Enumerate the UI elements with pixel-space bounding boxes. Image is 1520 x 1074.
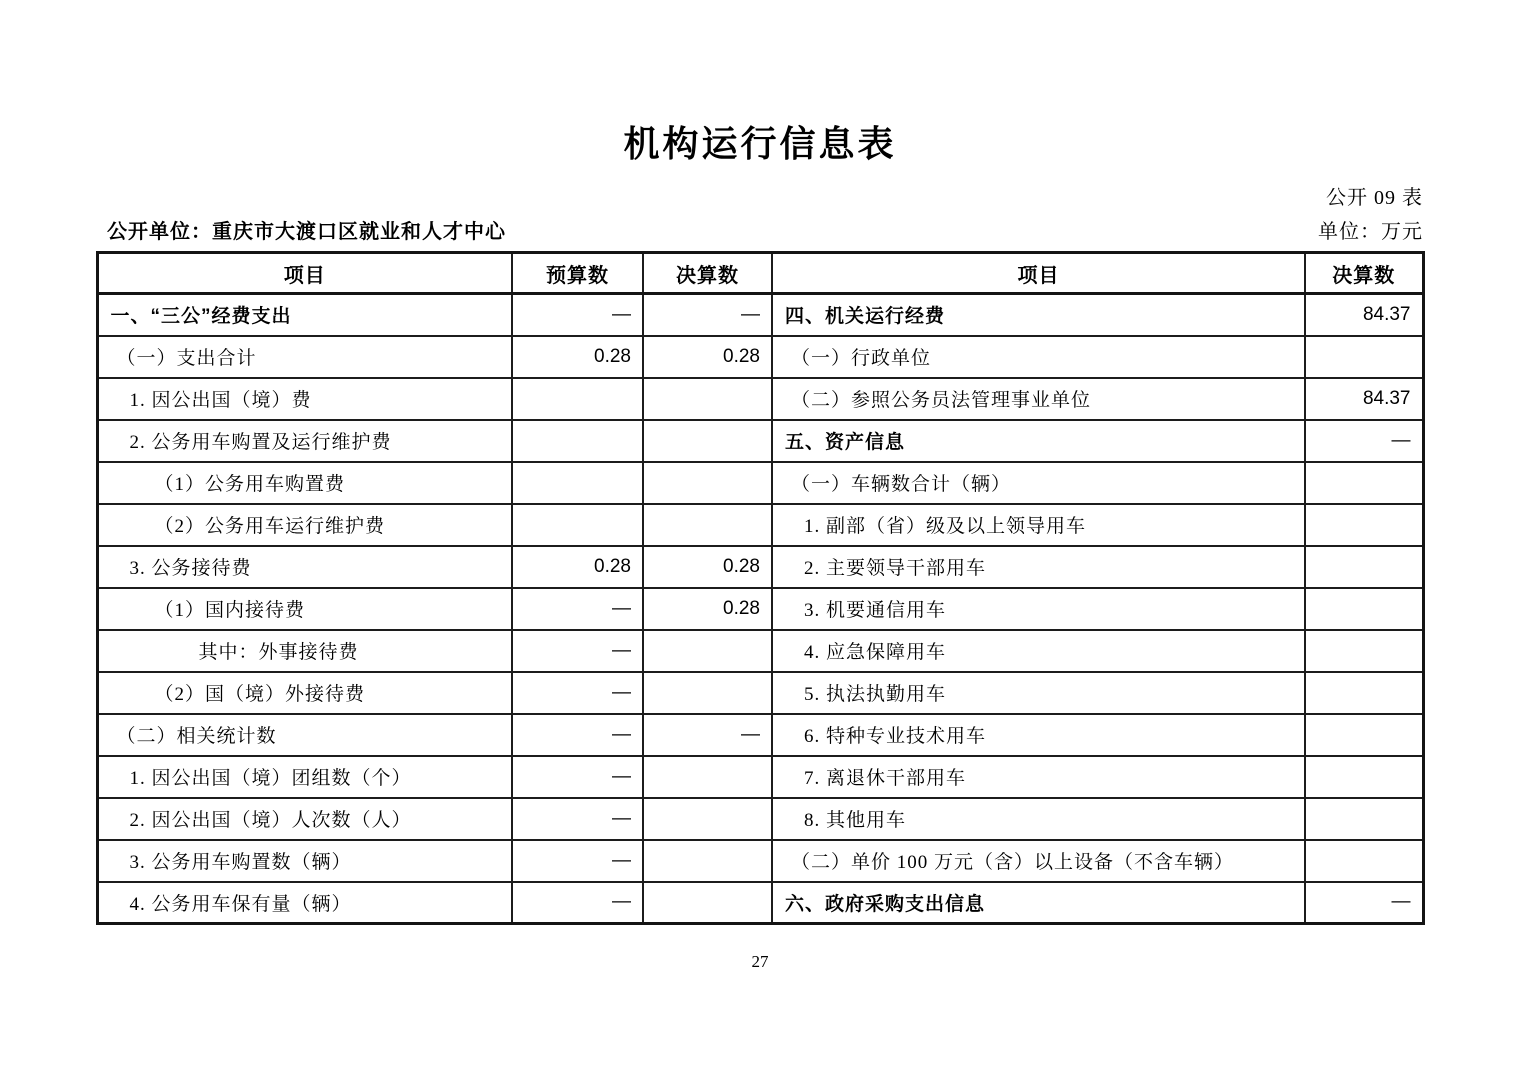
left-item-label: （2）国（境）外接待费 <box>97 672 512 714</box>
page-number: 27 <box>751 952 769 971</box>
left-item-label: 一、“三公”经费支出 <box>97 294 512 336</box>
right-final-value <box>1305 630 1423 672</box>
right-item-label: （二）单价 100 万元（含）以上设备（不含车辆） <box>772 840 1305 882</box>
budget-table <box>96 251 1425 925</box>
left-final-value <box>643 630 772 672</box>
left-item-label: 其中：外事接待费 <box>97 630 512 672</box>
left-final-value: 0.28 <box>643 546 772 588</box>
left-budget-value: — <box>512 714 643 756</box>
table-row <box>97 882 1423 924</box>
right-item-label: 1. 副部（省）级及以上领导用车 <box>772 504 1305 546</box>
left-item-label: 3. 公务接待费 <box>97 546 512 588</box>
left-item-label: 2. 公务用车购置及运行维护费 <box>97 420 512 462</box>
right-final-value <box>1305 756 1423 798</box>
meta-block <box>97 181 1423 244</box>
table-row <box>97 504 1423 546</box>
left-item-label: 4. 公务用车保有量（辆） <box>97 882 512 924</box>
right-item-label: 五、资产信息 <box>772 420 1305 462</box>
table-row <box>97 420 1423 462</box>
right-final-value <box>1305 462 1423 504</box>
left-item-label: （二）相关统计数 <box>97 714 512 756</box>
left-final-value <box>643 882 772 924</box>
header-item-left: 项目 <box>97 253 512 294</box>
left-budget-value: — <box>512 588 643 630</box>
right-item-label: 4. 应急保障用车 <box>772 630 1305 672</box>
left-item-label: （2）公务用车运行维护费 <box>97 504 512 546</box>
right-final-value <box>1305 588 1423 630</box>
left-final-value: 0.28 <box>643 588 772 630</box>
right-final-value <box>1305 714 1423 756</box>
left-final-value <box>643 798 772 840</box>
left-final-value <box>643 462 772 504</box>
table-row <box>97 378 1423 420</box>
left-budget-value: — <box>512 294 643 336</box>
table-row <box>97 672 1423 714</box>
left-budget-value: — <box>512 840 643 882</box>
table-row <box>97 840 1423 882</box>
table-body <box>97 294 1423 924</box>
left-item-label: 1. 因公出国（境）团组数（个） <box>97 756 512 798</box>
meta-row <box>97 215 1423 244</box>
table-code: 公开 09 表 <box>1326 187 1423 209</box>
left-final-value: 0.28 <box>643 336 772 378</box>
left-item-label: （一）支出合计 <box>97 336 512 378</box>
right-item-label: 6. 特种专业技术用车 <box>772 714 1305 756</box>
currency-unit-label: 单位：万元 <box>1318 221 1423 243</box>
right-final-value <box>1305 798 1423 840</box>
right-item-label: （二）参照公务员法管理事业单位 <box>772 378 1305 420</box>
left-final-value: — <box>643 714 772 756</box>
table-row <box>97 798 1423 840</box>
page-title: 机构运行信息表 <box>623 123 897 164</box>
left-budget-value: 0.28 <box>512 336 643 378</box>
header-row <box>97 253 1423 294</box>
left-item-label: 2. 因公出国（境）人次数（人） <box>97 798 512 840</box>
right-item-label: 3. 机要通信用车 <box>772 588 1305 630</box>
left-final-value <box>643 840 772 882</box>
left-budget-value <box>512 462 643 504</box>
table-row <box>97 630 1423 672</box>
left-item-label: 1. 因公出国（境）费 <box>97 378 512 420</box>
left-final-value <box>643 378 772 420</box>
right-item-label: 5. 执法执勤用车 <box>772 672 1305 714</box>
left-budget-value <box>512 504 643 546</box>
header-item-right: 项目 <box>772 253 1305 294</box>
left-budget-value: 0.28 <box>512 546 643 588</box>
disclosing-unit-label: 公开单位：重庆市大渡口区就业和人才中心 <box>107 221 506 243</box>
left-item-label: （1）公务用车购置费 <box>97 462 512 504</box>
table-header <box>97 253 1423 294</box>
table-row <box>97 588 1423 630</box>
right-item-label: 四、机关运行经费 <box>772 294 1305 336</box>
left-budget-value: — <box>512 672 643 714</box>
right-item-label: 7. 离退休干部用车 <box>772 756 1305 798</box>
left-budget-value: — <box>512 882 643 924</box>
right-item-label: 2. 主要领导干部用车 <box>772 546 1305 588</box>
header-budget-left: 预算数 <box>512 253 643 294</box>
left-budget-value: — <box>512 756 643 798</box>
left-item-label: （1）国内接待费 <box>97 588 512 630</box>
table-row <box>97 714 1423 756</box>
right-item-label: 8. 其他用车 <box>772 798 1305 840</box>
right-final-value <box>1305 336 1423 378</box>
left-final-value <box>643 672 772 714</box>
left-final-value <box>643 756 772 798</box>
right-item-label: （一）行政单位 <box>772 336 1305 378</box>
right-item-label: 六、政府采购支出信息 <box>772 882 1305 924</box>
right-final-value: 84.37 <box>1305 294 1423 336</box>
table-row <box>97 336 1423 378</box>
table-row <box>97 756 1423 798</box>
left-budget-value <box>512 420 643 462</box>
table-row <box>97 294 1423 336</box>
right-item-label: （一）车辆数合计（辆） <box>772 462 1305 504</box>
left-final-value <box>643 420 772 462</box>
right-final-value <box>1305 504 1423 546</box>
left-final-value <box>643 504 772 546</box>
left-budget-value: — <box>512 798 643 840</box>
right-final-value: 84.37 <box>1305 378 1423 420</box>
right-final-value: — <box>1305 420 1423 462</box>
right-final-value <box>1305 546 1423 588</box>
header-final-right: 决算数 <box>1305 253 1423 294</box>
left-budget-value <box>512 378 643 420</box>
table-row <box>97 462 1423 504</box>
header-final-left: 决算数 <box>643 253 772 294</box>
left-final-value: — <box>643 294 772 336</box>
left-item-label: 3. 公务用车购置数（辆） <box>97 840 512 882</box>
table-row <box>97 546 1423 588</box>
left-budget-value: — <box>512 630 643 672</box>
right-final-value: — <box>1305 882 1423 924</box>
right-final-value <box>1305 672 1423 714</box>
right-final-value <box>1305 840 1423 882</box>
